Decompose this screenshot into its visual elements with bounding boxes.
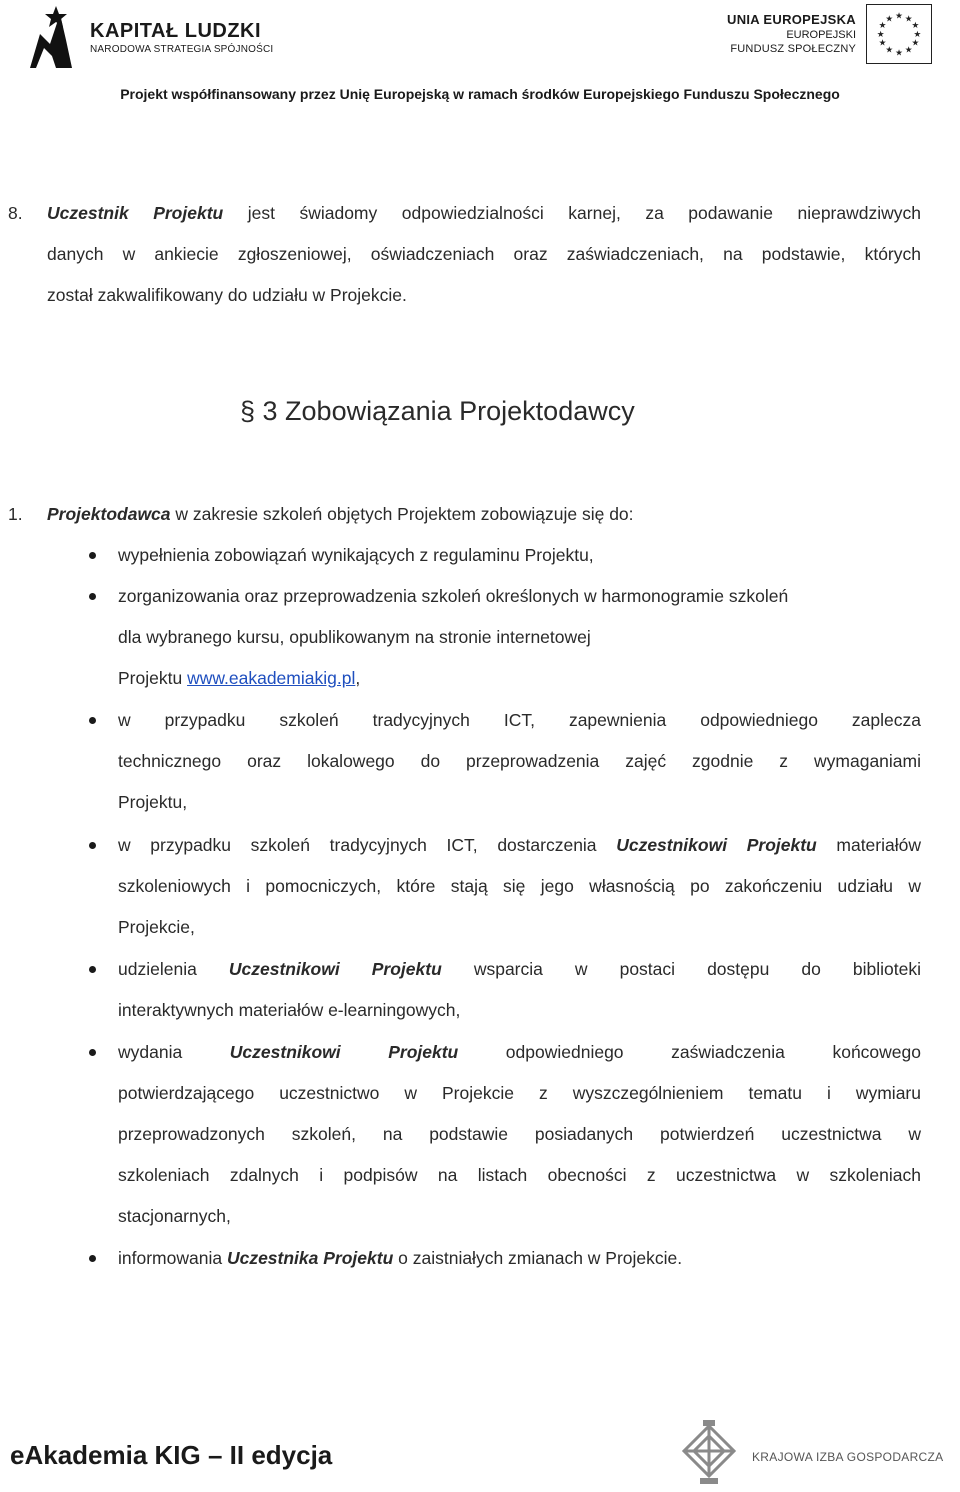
bullet-3-marker: [89, 717, 96, 724]
bullet-2-line2: dla wybranego kursu, opublikowanym na stronie internetowej: [118, 627, 591, 647]
svg-text:★: ★: [911, 21, 920, 32]
eu-flag-icon: [866, 4, 932, 64]
footer-organization-name: KRAJOWA IZBA GOSPODARCZA: [752, 1450, 944, 1464]
bullet-6-line1-suffix: odpowiedniego zaświadczenia końcowego: [458, 1042, 922, 1062]
kig-logo-icon: [678, 1420, 740, 1486]
svg-text:★: ★: [895, 48, 903, 59]
bullet-7-prefix: informowania: [118, 1248, 227, 1268]
uczestnik-projektu-term: Uczestnik Projektu: [47, 203, 224, 223]
bullet-5-marker: [89, 966, 96, 973]
bullet-6-line3: przeprowadzonych szkoleń, na podstawie posiadanych potwierdzeń uczestnictwa w: [118, 1124, 921, 1144]
uczestnikowi-projektu-term: Uczestnikowi Projektu: [229, 1042, 459, 1062]
item-8-number: 8.: [8, 203, 23, 223]
item-8-line1: [47, 193, 921, 234]
bullet-5-line1-suffix: wsparcia w postaci dostępu do biblioteki: [441, 959, 921, 979]
bullet-3-line2: technicznego oraz lokalowego do przeprowadzenia zajęć zgodnie z wymaganiami: [118, 751, 921, 771]
bullet-4-line3: Projekcie,: [118, 917, 195, 937]
uczestnikowi-projektu-term: Uczestnikowi Projektu: [616, 835, 817, 855]
projektodawca-term: Projektodawca: [47, 504, 171, 524]
bullet-6-line4: szkoleniach zdalnych i podpisów na listach obecności z uczestnictwa w szkoleniach: [118, 1165, 921, 1185]
section-heading: [240, 396, 635, 427]
bullet-5-line2: interaktywnych materiałów e-learningowych,: [118, 1000, 461, 1020]
svg-text:★: ★: [913, 29, 922, 40]
svg-text:★: ★: [904, 14, 913, 25]
kapital-ludzki-title: KAPITAŁ LUDZKI: [90, 20, 262, 42]
bullet-2-line3-prefix: Projektu: [118, 668, 188, 688]
bullet-1-text: wypełnienia zobowiązań wynikających z regulaminu Projektu,: [118, 545, 594, 565]
svg-text:★: ★: [895, 11, 903, 22]
bullet-6-line2: potwierdzającego uczestnictwo w Projekcie z wyszczególnieniem tematu i wymiaru: [118, 1083, 921, 1103]
bullet-6-line5: stacjonarnych,: [118, 1206, 231, 1226]
eu-line3: FUNDUSZ SPOŁECZNY: [730, 43, 856, 55]
bullet-5-line1-prefix: udzielenia: [118, 959, 229, 979]
eu-label: [727, 12, 856, 56]
item-1-intro: [47, 494, 921, 535]
svg-text:★: ★: [904, 45, 913, 56]
eu-line2: EUROPEJSKI: [786, 29, 856, 41]
svg-text:★: ★: [885, 14, 894, 25]
bullet-2-line3-suffix: ,: [355, 668, 361, 688]
svg-text:★: ★: [876, 29, 885, 40]
bullet-3-line1: w przypadku szkoleń tradycyjnych ICT, zapewnienia odpowiedniego zaplecza: [118, 710, 921, 730]
bullet-6-line1: [118, 1032, 921, 1073]
svg-text:★: ★: [878, 38, 887, 49]
bullet-6-line1-prefix: wydania: [118, 1042, 230, 1062]
cofinancing-tagline: Projekt współfinansowany przez Unię Europejską w ramach środków Europejskiego Funduszu Społecznego: [120, 86, 840, 102]
bullet-4-line1-prefix: w przypadku szkoleń tradycyjnych ICT, dostarczenia: [118, 835, 617, 855]
bullet-4-marker: [89, 842, 96, 849]
bullet-1-marker: [89, 552, 96, 559]
eu-line1: UNIA EUROPEJSKA: [727, 12, 856, 27]
bullet-4-line1-suffix: materiałów: [816, 835, 921, 855]
bullet-2-marker: [89, 593, 96, 600]
item-8-line2: danych w ankiecie zgłoszeniowej, oświadczeniach oraz zaświadczeniach, na podstawie, których: [47, 244, 921, 264]
bullet-7-line1: [118, 1238, 921, 1279]
paragraph-symbol: §: [240, 396, 256, 426]
footer-program-name: eAkademia KIG – II edycja: [10, 1440, 333, 1470]
svg-text:★: ★: [885, 45, 894, 56]
uczestnikowi-projektu-term: Uczestnikowi Projektu: [228, 959, 442, 979]
bullet-7-suffix: o zaistniałych zmianach w Projekcie.: [393, 1248, 683, 1268]
svg-text:★: ★: [911, 38, 920, 49]
bullet-5-line1: [118, 949, 921, 990]
item-8-line3: został zakwalifikowany do udziału w Projekcie.: [47, 285, 407, 305]
svg-text:★: ★: [878, 21, 887, 32]
bullet-4-line1: [118, 825, 921, 866]
bullet-7-marker: [89, 1255, 96, 1262]
item-1-intro-text: w zakresie szkoleń objętych Projektem zobowiązuje się do:: [170, 504, 634, 524]
bullet-2-line3: [118, 658, 921, 699]
kapital-ludzki-logo: [26, 4, 74, 70]
bullet-2-line1: zorganizowania oraz przeprowadzenia szkoleń określonych w harmonogramie szkoleń: [118, 586, 789, 606]
bullet-3-line3: Projektu,: [118, 792, 188, 812]
bullet-4-line2: szkoleniowych i pomocniczych, które stają się jego własnością po zakończeniu udziału w: [118, 876, 921, 896]
section-title: 3 Zobowiązania Projektodawcy: [255, 396, 635, 426]
website-link[interactable]: www.eakademiakig.pl: [187, 668, 356, 688]
kapital-ludzki-subtitle: NARODOWA STRATEGIA SPÓJNOŚCI: [90, 44, 274, 55]
item-1-number: 1.: [8, 504, 23, 524]
item-8-line1-text: jest świadomy odpowiedzialności karnej, za podawanie nieprawdziwych: [223, 203, 921, 223]
bullet-6-marker: [89, 1049, 96, 1056]
uczestnika-projektu-term: Uczestnika Projektu: [226, 1248, 394, 1268]
